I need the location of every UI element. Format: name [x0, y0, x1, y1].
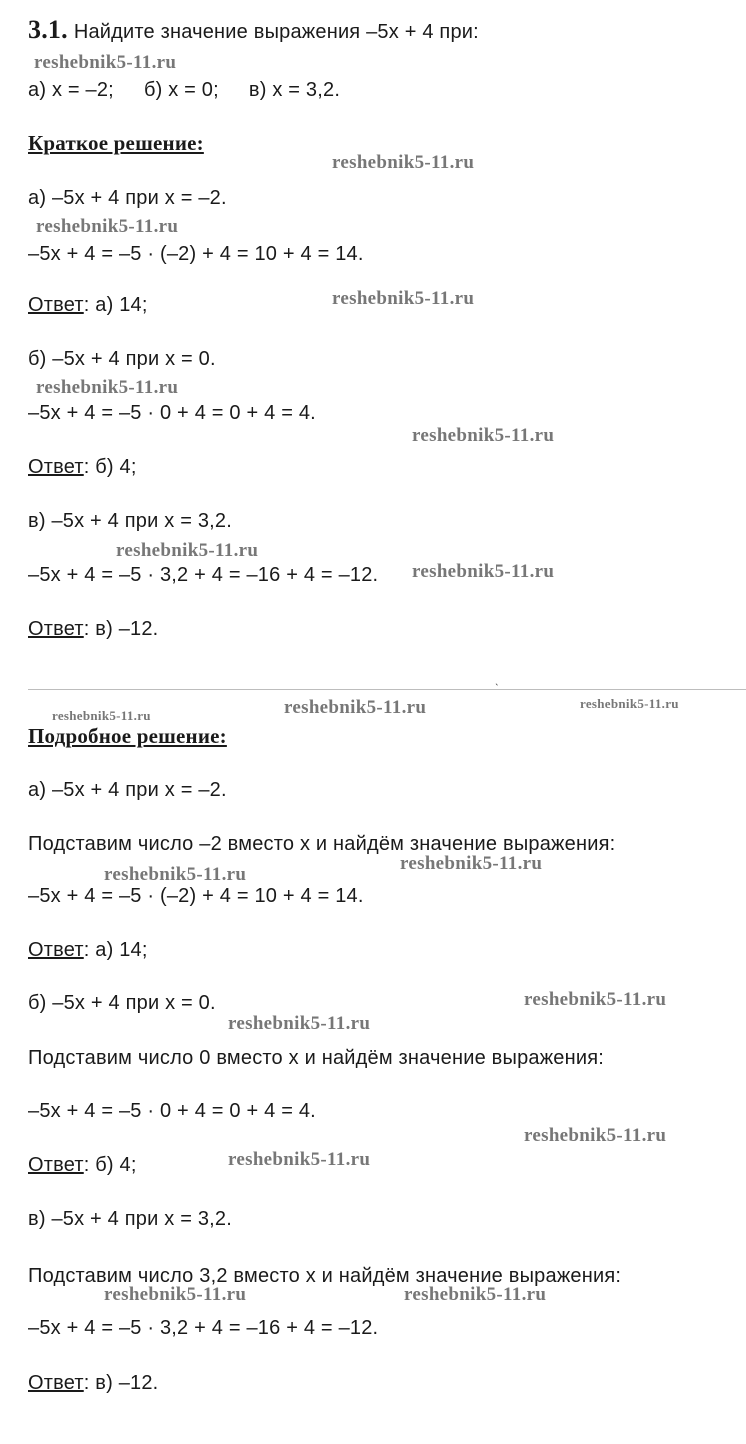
task-options [28, 78, 340, 102]
option-v: в) x = 3,2. [248, 79, 341, 101]
detailed-condition-v: в) –5x + 4 при x = 3,2. [28, 1208, 232, 1230]
watermark: reshebnik5-11.ru [116, 540, 259, 561]
detailed-answer-v [28, 1371, 158, 1395]
option-a: а) x = –2; [28, 79, 114, 101]
answer-label: Ответ [28, 1372, 84, 1394]
watermark: reshebnik5-11.ru [228, 1149, 371, 1170]
watermark: reshebnik5-11.ru [412, 425, 555, 446]
task-text: Найдите значение выражения –5x + 4 при: [73, 21, 479, 43]
watermark: reshebnik5-11.ru [580, 696, 679, 711]
watermark: reshebnik5-11.ru [404, 1284, 547, 1305]
answer-value: : а) 14; [83, 939, 148, 961]
short-answer-a [28, 293, 148, 317]
answer-value: : б) 4; [83, 456, 137, 478]
short-answer-v [28, 617, 158, 641]
short-condition-b: б) –5x + 4 при x = 0. [28, 348, 216, 370]
watermark: reshebnik5-11.ru [228, 1013, 371, 1034]
answer-value: : б) 4; [83, 1154, 137, 1176]
watermark: reshebnik5-11.ru [284, 697, 427, 718]
answer-value: : в) –12. [83, 618, 159, 640]
detailed-answer-a [28, 938, 148, 962]
answer-value: : а) 14; [83, 294, 148, 316]
short-solution-heading: Краткое решение: [28, 131, 204, 155]
watermark: reshebnik5-11.ru [400, 853, 543, 874]
answer-label: Ответ [28, 618, 84, 640]
watermark: reshebnik5-11.ru [332, 152, 475, 173]
watermark: reshebnik5-11.ru [52, 708, 151, 723]
task-statement [28, 15, 479, 44]
watermark: reshebnik5-11.ru [34, 52, 177, 73]
watermark: reshebnik5-11.ru [36, 377, 179, 398]
short-calc-a: –5x + 4 = –5 · (–2) + 4 = 10 + 4 = 14. [28, 243, 364, 265]
detailed-calc-v: –5x + 4 = –5 · 3,2 + 4 = –16 + 4 = –12. [28, 1317, 379, 1339]
detailed-explain-b: Подставим число 0 вместо x и найдём значение выражения: [28, 1047, 605, 1069]
short-calc-v: –5x + 4 = –5 · 3,2 + 4 = –16 + 4 = –12. [28, 564, 379, 586]
answer-label: Ответ [28, 456, 84, 478]
watermark: reshebnik5-11.ru [36, 216, 179, 237]
short-answer-b [28, 455, 137, 479]
watermark: reshebnik5-11.ru [104, 1284, 247, 1305]
short-calc-b: –5x + 4 = –5 · 0 + 4 = 0 + 4 = 4. [28, 402, 316, 424]
detailed-condition-b: б) –5x + 4 при x = 0. [28, 992, 216, 1014]
detailed-explain-a: Подставим число –2 вместо x и найдём значение выражения: [28, 833, 616, 855]
watermark: reshebnik5-11.ru [412, 561, 555, 582]
answer-label: Ответ [28, 1154, 84, 1176]
detailed-calc-a: –5x + 4 = –5 · (–2) + 4 = 10 + 4 = 14. [28, 885, 364, 907]
detailed-explain-v: Подставим число 3,2 вместо x и найдём значение выражения: [28, 1265, 622, 1287]
watermark: reshebnik5-11.ru [332, 288, 475, 309]
detailed-calc-b: –5x + 4 = –5 · 0 + 4 = 0 + 4 = 4. [28, 1100, 316, 1122]
section-divider [28, 689, 746, 690]
watermark: reshebnik5-11.ru [104, 864, 247, 885]
detailed-solution-heading: Подробное решение: [28, 724, 227, 748]
answer-label: Ответ [28, 939, 84, 961]
short-condition-a: а) –5x + 4 при x = –2. [28, 187, 227, 209]
task-number: 3.1. [28, 15, 68, 44]
short-condition-v: в) –5x + 4 при x = 3,2. [28, 510, 232, 532]
watermark: reshebnik5-11.ru [524, 1125, 667, 1146]
watermark: reshebnik5-11.ru [524, 989, 667, 1010]
option-b: б) x = 0; [143, 79, 219, 101]
detailed-condition-a: а) –5x + 4 при x = –2. [28, 779, 227, 801]
scan-artifact: ˎ [495, 672, 499, 686]
answer-label: Ответ [28, 294, 84, 316]
detailed-answer-b [28, 1153, 137, 1177]
answer-value: : в) –12. [83, 1372, 159, 1394]
